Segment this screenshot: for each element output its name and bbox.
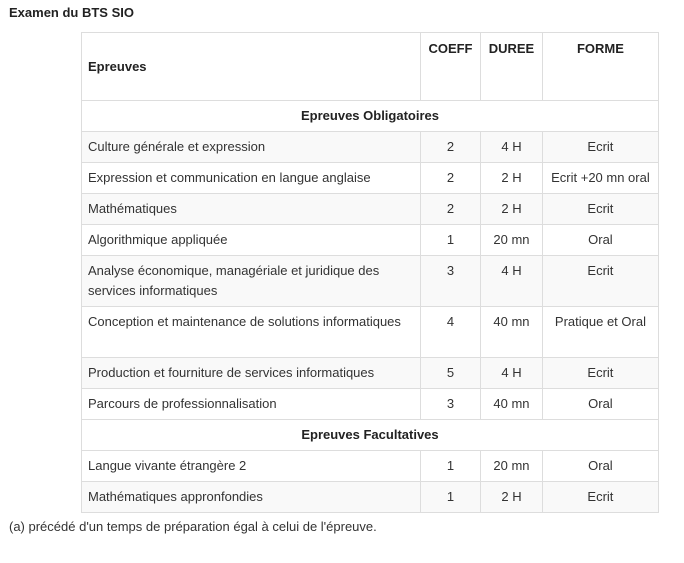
cell-duree: 20 mn — [481, 225, 543, 256]
cell-coeff: 3 — [420, 256, 480, 307]
section-row-facultatives — [82, 420, 659, 451]
section-title-facultatives: Epreuves Facultatives — [82, 420, 659, 451]
header-duree: DUREE — [481, 33, 543, 101]
table-row — [82, 194, 659, 225]
section-title-obligatoires: Epreuves Obligatoires — [82, 101, 659, 132]
cell-forme: Oral — [542, 389, 658, 420]
cell-epreuve: Analyse économique, managériale et juridique des services informatiques — [82, 256, 421, 307]
cell-duree: 4 H — [481, 256, 543, 307]
cell-forme: Ecrit — [542, 358, 658, 389]
cell-coeff: 1 — [420, 225, 480, 256]
cell-coeff: 1 — [420, 482, 480, 513]
cell-duree: 2 H — [481, 482, 543, 513]
cell-forme: Oral — [542, 225, 658, 256]
section-row-obligatoires — [82, 101, 659, 132]
header-epreuves: Epreuves — [82, 33, 421, 101]
cell-forme: Ecrit — [542, 482, 658, 513]
cell-epreuve: Algorithmique appliquée — [82, 225, 421, 256]
cell-coeff: 2 — [420, 163, 480, 194]
cell-epreuve: Parcours de professionnalisation — [82, 389, 421, 420]
cell-duree: 20 mn — [481, 451, 543, 482]
table-row — [82, 358, 659, 389]
footnote: (a) précédé d'un temps de préparation égal à celui de l'épreuve. — [9, 519, 377, 534]
cell-coeff: 2 — [420, 132, 480, 163]
table-row — [82, 256, 659, 307]
cell-epreuve: Langue vivante étrangère 2 — [82, 451, 421, 482]
cell-epreuve: Mathématiques appronfondies — [82, 482, 421, 513]
cell-duree: 40 mn — [481, 389, 543, 420]
table-row — [82, 389, 659, 420]
cell-forme: Oral — [542, 451, 658, 482]
cell-forme: Ecrit — [542, 132, 658, 163]
table-row — [82, 451, 659, 482]
cell-coeff: 4 — [420, 307, 480, 358]
cell-forme: Ecrit — [542, 256, 658, 307]
table-row — [82, 225, 659, 256]
table-header-row — [82, 33, 659, 101]
cell-forme: Ecrit — [542, 194, 658, 225]
table-row — [82, 307, 659, 358]
cell-coeff: 5 — [420, 358, 480, 389]
cell-coeff: 3 — [420, 389, 480, 420]
cell-duree: 4 H — [481, 132, 543, 163]
header-coeff: COEFF — [420, 33, 480, 101]
header-forme: FORME — [542, 33, 658, 101]
exam-table — [81, 32, 659, 513]
page-title: Examen du BTS SIO — [9, 5, 134, 20]
cell-forme: Pratique et Oral — [542, 307, 658, 358]
cell-duree: 2 H — [481, 194, 543, 225]
cell-duree: 40 mn — [481, 307, 543, 358]
table-row — [82, 482, 659, 513]
cell-duree: 2 H — [481, 163, 543, 194]
cell-epreuve: Conception et maintenance de solutions informatiques — [82, 307, 421, 358]
cell-coeff: 2 — [420, 194, 480, 225]
cell-epreuve: Culture générale et expression — [82, 132, 421, 163]
cell-coeff: 1 — [420, 451, 480, 482]
cell-forme: Ecrit +20 mn oral — [542, 163, 658, 194]
cell-duree: 4 H — [481, 358, 543, 389]
cell-epreuve: Mathématiques — [82, 194, 421, 225]
cell-epreuve: Production et fourniture de services informatiques — [82, 358, 421, 389]
cell-epreuve: Expression et communication en langue anglaise — [82, 163, 421, 194]
table-row — [82, 163, 659, 194]
table-row — [82, 132, 659, 163]
